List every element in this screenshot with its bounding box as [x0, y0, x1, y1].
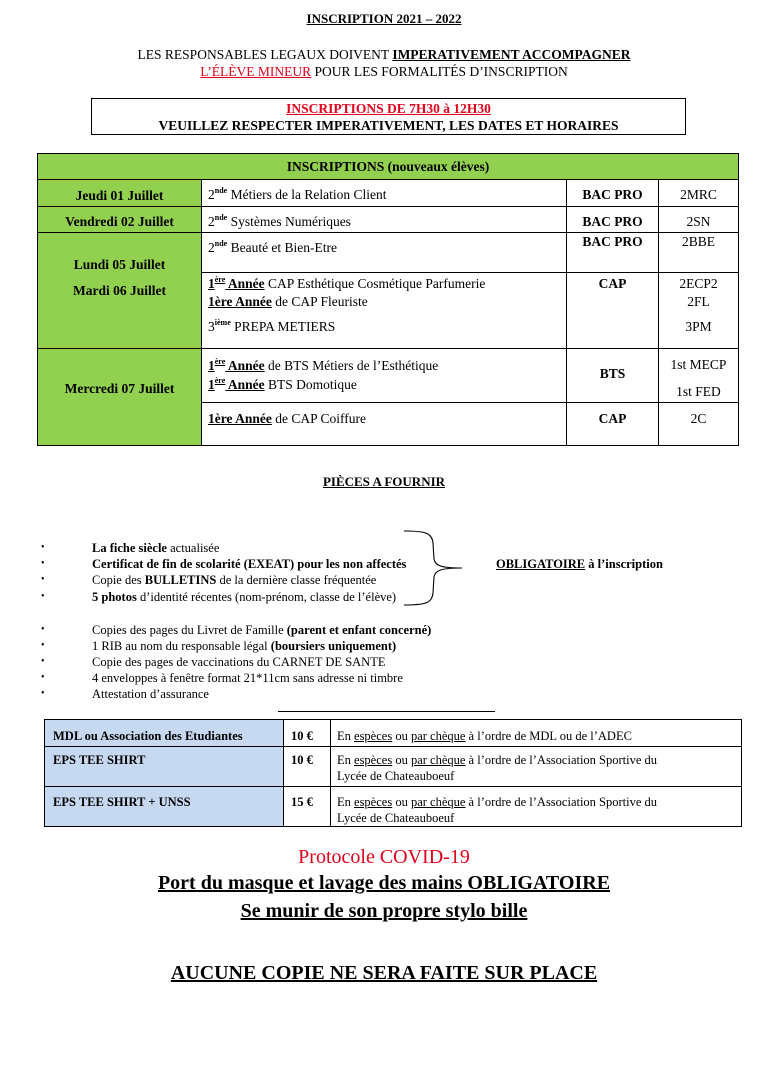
class-code: 2SN	[686, 214, 711, 229]
fee-payment-line-2: Lycée de Chateauboeuf	[337, 769, 455, 783]
diploma-cell	[566, 179, 659, 207]
code-cell	[658, 402, 739, 446]
bullet-icon: •	[41, 672, 45, 683]
page-title: INSCRIPTION 2021 – 2022	[306, 11, 462, 26]
diploma-label: BAC PRO	[582, 234, 643, 249]
bullet-icon: •	[41, 656, 45, 667]
legal-notice-text: LES RESPONSABLES LEGAUX DOIVENT	[137, 47, 393, 62]
list-item: La fiche siècle actualisée	[92, 541, 220, 555]
list-item: 1 RIB au nom du responsable légal (boursiers uniquement)	[92, 639, 397, 653]
bullet-icon: •	[41, 542, 45, 553]
fee-price-cell	[283, 786, 331, 827]
legal-notice-line-2	[0, 64, 768, 80]
bullet-icon: •	[41, 688, 45, 699]
list-item: 5 photos d’identité récentes (nom-prénom, classe de l’élève)	[92, 590, 397, 604]
code-cell	[658, 206, 739, 233]
class-code: 3PM	[685, 319, 712, 334]
legal-notice-emphasis: IMPERATIVEMENT ACCOMPAGNER	[392, 47, 631, 62]
respect-text: VEUILLEZ RESPECTER IMPERATIVEMENT, LES DATES ET HORAIRES	[158, 118, 619, 133]
diploma-cell	[566, 232, 659, 273]
code-cell	[658, 179, 739, 207]
no-copy-notice: AUCUNE COPIE NE SERA FAITE SUR PLACE	[170, 962, 598, 984]
covid-pen-rule: Se munir de son propre stylo bille	[240, 900, 528, 922]
fee-name-cell	[44, 786, 284, 827]
day-cell	[37, 179, 202, 207]
bullet-icon: •	[41, 640, 45, 651]
programme-label: 1ère Année de BTS Métiers de l’Esthétique	[208, 357, 439, 373]
diploma-label: BAC PRO	[582, 214, 643, 229]
fee-price: 15 €	[291, 795, 313, 809]
covid-title: Protocole COVID-19	[298, 846, 470, 868]
bullet-icon: •	[41, 624, 45, 635]
fee-name: EPS TEE SHIRT + UNSS	[53, 795, 191, 809]
programme-cell	[201, 402, 567, 446]
programme-cell	[201, 272, 567, 349]
hours-box	[91, 98, 686, 135]
fee-price-cell	[283, 719, 331, 747]
fee-payment-cell	[330, 746, 742, 787]
diploma-label: CAP	[598, 276, 627, 291]
fee-payment-cell	[330, 719, 742, 747]
mandatory-note: OBLIGATOIRE à l’inscription	[496, 557, 663, 571]
day-label: Vendredi 02 Juillet	[65, 214, 174, 229]
diploma-label: BAC PRO	[582, 187, 643, 202]
programme-label: 1ère Année de CAP Fleuriste	[208, 294, 368, 309]
fee-name-cell	[44, 746, 284, 787]
diploma-cell	[566, 206, 659, 233]
fee-name-cell	[44, 719, 284, 747]
list-item: Copies des pages du Livret de Famille (parent et enfant concerné)	[92, 623, 432, 637]
bullet-icon: •	[41, 591, 45, 602]
class-code: 2FL	[687, 294, 710, 309]
day-label: Mardi 06 Juillet	[73, 283, 166, 298]
class-code: 1st MECP	[670, 357, 727, 372]
day-label: Mercredi 07 Juillet	[64, 381, 175, 396]
list-item: Attestation d’assurance	[92, 687, 209, 701]
fee-name: MDL ou Association des Etudiantes	[53, 729, 243, 743]
class-code: 2BBE	[681, 234, 715, 249]
fee-payment: En espèces ou par chèque à l’ordre de MDL ou de l’ADEC	[337, 729, 632, 743]
programme-cell	[201, 232, 567, 273]
programme-label: 2nde Systèmes Numériques	[208, 213, 351, 229]
fee-price-cell	[283, 746, 331, 787]
list-item: Certificat de fin de scolarité (EXEAT) pour les non affectés	[92, 557, 407, 571]
programme-cell	[201, 206, 567, 233]
list-item: Copie des BULLETINS de la dernière classe fréquentée	[92, 573, 377, 587]
class-code: 1st FED	[676, 384, 721, 399]
fee-payment: En espèces ou par chèque à l’ordre de l’Association Sportive du	[337, 795, 658, 809]
diploma-label: CAP	[598, 411, 627, 426]
programme-label: 1ère Année CAP Esthétique Cosmétique Parfumerie	[208, 275, 486, 291]
hours-text: INSCRIPTIONS DE 7H30 à 12H30	[286, 101, 491, 116]
list-item: 4 enveloppes à fenêtre format 21*11cm sans adresse ni timbre	[92, 671, 403, 685]
programme-label: 1ère Année de CAP Coiffure	[208, 411, 366, 426]
diploma-cell	[566, 272, 659, 349]
fee-name: EPS TEE SHIRT	[53, 753, 146, 767]
legal-notice-line-1	[0, 47, 768, 63]
code-cell	[658, 348, 739, 403]
programme-label: 1ère Année BTS Domotique	[208, 376, 357, 392]
diploma-label: BTS	[599, 366, 626, 381]
day-cell	[37, 206, 202, 233]
legal-notice-text: POUR LES FORMALITÉS D’INSCRIPTION	[311, 64, 568, 79]
code-cell	[658, 232, 739, 273]
programme-cell	[201, 348, 567, 403]
day-label: Lundi 05 Juillet	[73, 257, 166, 272]
programme-label: 2nde Métiers de la Relation Client	[208, 186, 387, 202]
list-item: Copie des pages de vaccinations du CARNET DE SANTE	[92, 655, 386, 669]
programme-label: 3ième PREPA METIERS	[208, 318, 336, 334]
fee-payment: En espèces ou par chèque à l’ordre de l’Association Sportive du	[337, 753, 658, 767]
programme-cell	[201, 179, 567, 207]
class-code: 2ECP2	[679, 276, 718, 291]
day-label: Jeudi 01 Juillet	[75, 188, 164, 203]
fee-price: 10 €	[291, 729, 313, 743]
fee-payment-line-2: Lycée de Chateauboeuf	[337, 811, 455, 825]
class-code: 2MRC	[680, 187, 717, 202]
fee-price: 10 €	[291, 753, 313, 767]
day-cell	[37, 232, 202, 349]
code-cell	[658, 272, 739, 349]
divider	[278, 711, 495, 712]
covid-mask-rule: Port du masque et lavage des mains OBLIGATOIRE	[157, 872, 611, 894]
bullet-icon: •	[41, 574, 45, 585]
bullet-icon: •	[41, 558, 45, 569]
day-cell	[37, 348, 202, 446]
programme-label: 2nde Beauté et Bien-Etre	[208, 239, 338, 255]
legal-notice-minor: L’ÉLÈVE MINEUR	[200, 64, 312, 79]
diploma-cell	[566, 348, 659, 403]
brace-icon	[400, 529, 470, 607]
inscriptions-header: INSCRIPTIONS (nouveaux élèves)	[37, 153, 739, 180]
pieces-title: PIÈCES A FOURNIR	[322, 474, 446, 489]
diploma-cell	[566, 402, 659, 446]
class-code: 2C	[690, 411, 707, 426]
fee-payment-cell	[330, 786, 742, 827]
